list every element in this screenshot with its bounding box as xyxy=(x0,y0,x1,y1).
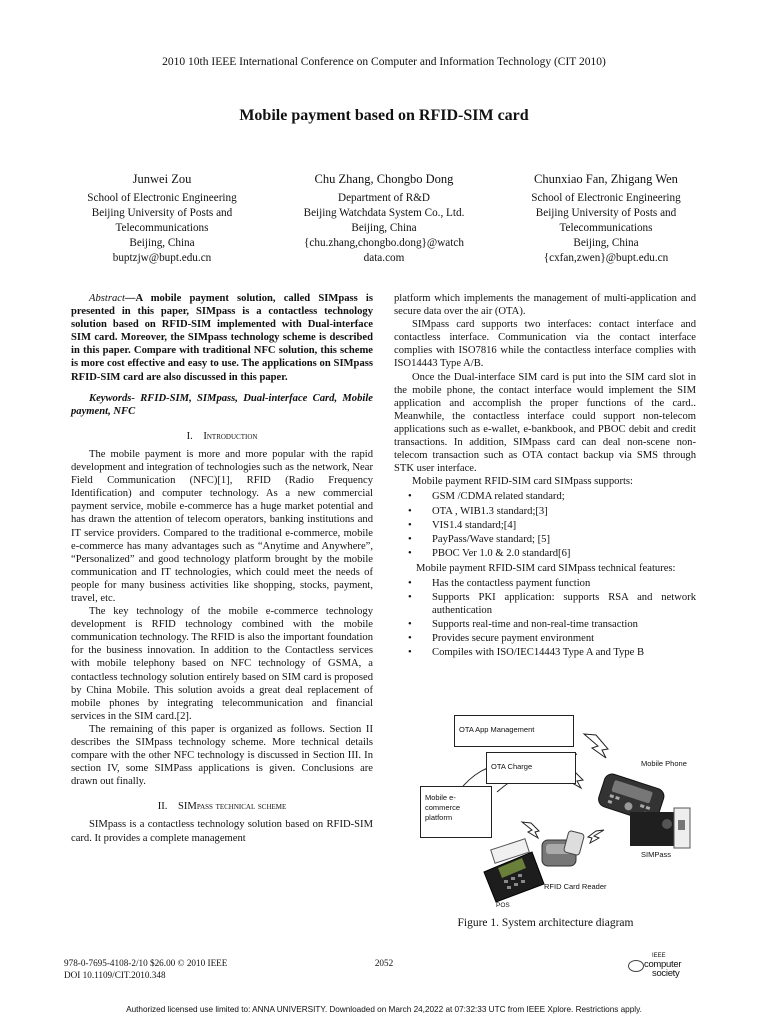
rfid-card-reader-icon xyxy=(542,830,585,866)
paragraph: The key technology of the mobile e-commerce technology development is RFID technology combined with the mobile communication technology. The RFID is also the important foundation for the business innovation. In addition to the Contactless services with mobile telephony based on NFC technology of GSMA, a contactless technology solution entirely based on SIM card is proposed by China Mobile. This solution avoids a great deal replacement of mobile phones by integrating telecommunication and financial services in the SIM card.[2]. xyxy=(71,606,373,722)
authorized-use-notice: Authorized licensed use limited to: ANNA UNIVERSITY. Downloaded on March 24,2022 at 07:32:33 UTC from IEEE Xplore. Restrictions apply. xyxy=(126,1005,642,1014)
simpass-label: SIMPass xyxy=(641,850,672,859)
section-number: II. xyxy=(157,801,168,813)
abstract-label: Abstract xyxy=(89,293,125,304)
author-block-2 xyxy=(274,172,494,266)
author-affiliation: Department of R&D xyxy=(338,192,430,204)
author-affiliation: Beijing University of Posts and xyxy=(91,207,233,219)
system-architecture-figure xyxy=(412,712,702,912)
author-block-1 xyxy=(52,172,272,266)
rfid-card-reader-label: RFID Card Reader xyxy=(544,882,607,891)
paper-title: Mobile payment based on RFID-SIM card xyxy=(239,107,529,124)
paragraph: The remaining of this paper is organized as follows. Section II describes the SIMpass technology scheme. More technical details compare with the other NFC technology is discussed in Section III. In section IV, some SIMPass applications is given. Conclusions are drawn out finally. xyxy=(71,723,373,788)
list-item: • Compiles with ISO/IEC14443 Type A and Type B xyxy=(432,646,696,659)
list-item: • Has the contactless payment function xyxy=(432,577,696,590)
section-number: I. xyxy=(186,430,193,442)
list-item: • PBOC Ver 1.0 & 2.0 standard[6] xyxy=(432,547,696,560)
author-affiliation: Beijing University of Posts and xyxy=(535,207,677,219)
author-affiliation: Beijing Watchdata System Co., Ltd. xyxy=(303,207,465,219)
author-email: {cxfan,zwen}@bupt.edu.cn xyxy=(543,252,669,264)
abstract xyxy=(71,292,373,384)
author-affiliation: Telecommunications xyxy=(559,222,653,234)
paragraph: Mobile payment RFID-SIM card SIMpass technical features: xyxy=(416,562,676,574)
abstract-text: —A mobile payment solution, called SIMpass is presented in this paper, SIMpass is a contactless technology solution based on RFID-SIM implemented with Dual-interface SIM card. Moreover, the SIMpass technology scheme is described in this paper. Compare with traditional NFC solution, this scheme is more cost effective and easy to use. The applications on SIMpass RFID-SIM card are also discussed in this paper. xyxy=(71,293,373,383)
author-block-3 xyxy=(496,172,716,266)
list-item: • Provides secure payment environment xyxy=(432,632,696,645)
mobile-phone-label: Mobile Phone xyxy=(641,759,687,768)
left-column xyxy=(71,292,373,845)
list-item: • Supports PKI application: supports RSA and network authentication xyxy=(432,591,696,617)
paragraph: SIMpass card supports two interfaces: contact interface and contactless interface. Communication via the contact interface complies with ISO7816 while the contactless interface complies with ISO14443 Type A/B. xyxy=(394,319,696,370)
ieee-computer-society-logo xyxy=(628,953,698,983)
list-item: • PayPass/Wave standard; [5] xyxy=(432,533,696,546)
lightning-icon xyxy=(588,830,604,843)
paragraph: Once the Dual-interface SIM card is put into the SIM card slot in the mobile phone, the contact interface would implement the SIM application and accomplish the proper functions of the card.. Meanwhile, the contactless interface could support non-telecom applications such as e-wallet, e-bankbook, and PBOC debit and credit transactions. In addition, SIMpass card can deal non-scene non-telecom transaction such as OTA contact backup via SMS through STK user interface. xyxy=(394,371,696,475)
author-location: Beijing, China xyxy=(351,222,417,234)
page-number: 2052 xyxy=(374,958,394,968)
lightning-icon xyxy=(584,734,608,758)
logo-text: society xyxy=(652,968,680,979)
list-item: • Supports real-time and non-real-time transaction xyxy=(432,618,696,631)
paragraph: The mobile payment is more and more popular with the rapid development and integration of technologies such as the network, Near Field Communication (NFC)[1], RFID (Radio Frequency Identification) and computer technology. As a new commercial payment service, mobile e-commerce has a huge market potential and has drawn the attention of telecom operators, banking institutions and IT service providers. Compared to the traditional e-commerce, mobile e-commerce has many advantages such as “Anytime and Anywhere”, “Personalized” and good technology platform brought by the mobile communication and IT technologies, which could meet the needs of people for many business activities like shopping, stocks, payment, travel, etc. xyxy=(71,448,373,604)
paragraph: platform which implements the management of multi-application and secure data over the air (OTA). xyxy=(394,293,696,318)
ota-charge-box: OTA Charge xyxy=(486,752,576,784)
section-title: Introduction xyxy=(203,430,258,442)
section-heading-introduction xyxy=(71,430,373,443)
list-item: • VIS1.4 standard;[4] xyxy=(432,519,696,532)
right-column xyxy=(394,292,696,662)
list-item: • OTA , WIB1.3 standard;[3] xyxy=(432,505,696,518)
features-list xyxy=(394,577,696,660)
list-item: • GSM /CDMA related standard; xyxy=(432,490,696,503)
author-name: Chu Zhang, Chongbo Dong xyxy=(314,172,454,186)
author-location: Beijing, China xyxy=(573,237,639,249)
paragraph: Mobile payment RFID-SIM card SIMpass supports: xyxy=(412,476,633,488)
ota-app-management-box: OTA App Management xyxy=(454,715,574,747)
author-email: buptzjw@bupt.edu.cn xyxy=(112,252,212,264)
figure-caption: Figure 1. System architecture diagram xyxy=(457,917,634,929)
author-name: Chunxiao Fan, Zhigang Wen xyxy=(534,172,678,186)
pos-label: POS xyxy=(496,902,510,909)
author-affiliation: School of Electronic Engineering xyxy=(531,192,681,204)
isbn-line: 978-0-7695-4108-2/10 $26.00 © 2010 IEEE xyxy=(64,958,228,968)
section-heading-scheme xyxy=(71,800,373,813)
lightning-icon xyxy=(522,822,539,838)
logo-text: computer xyxy=(644,959,682,970)
pos-terminal-icon xyxy=(484,839,544,902)
paragraph: SIMpass is a contactless technology solution based on RFID-SIM card. It provides a complete management xyxy=(71,819,373,844)
author-name: Junwei Zou xyxy=(132,172,192,186)
logo-text: IEEE xyxy=(652,953,666,959)
author-affiliation: School of Electronic Engineering xyxy=(87,192,237,204)
section-title: SIMpass technical scheme xyxy=(178,801,287,813)
author-email: {chu.zhang,chongbo.dong}@watch xyxy=(304,237,464,249)
mobile-ecommerce-platform-box: Mobile e-commerce platform xyxy=(420,786,492,838)
author-affiliation: Telecommunications xyxy=(115,222,209,234)
author-location: Beijing, China xyxy=(129,237,195,249)
keywords: Keywords- RFID-SIM, SIMpass, Dual-interface Card, Mobile payment, NFC xyxy=(71,392,373,417)
doi-line: DOI 10.1109/CIT.2010.348 xyxy=(64,970,166,980)
globe-icon xyxy=(628,960,644,972)
simpass-card-icon xyxy=(630,808,690,848)
conference-header: 2010 10th IEEE International Conference on Computer and Information Technology (CIT 2010) xyxy=(162,56,606,68)
supports-list xyxy=(394,490,696,559)
author-email: data.com xyxy=(363,252,405,264)
